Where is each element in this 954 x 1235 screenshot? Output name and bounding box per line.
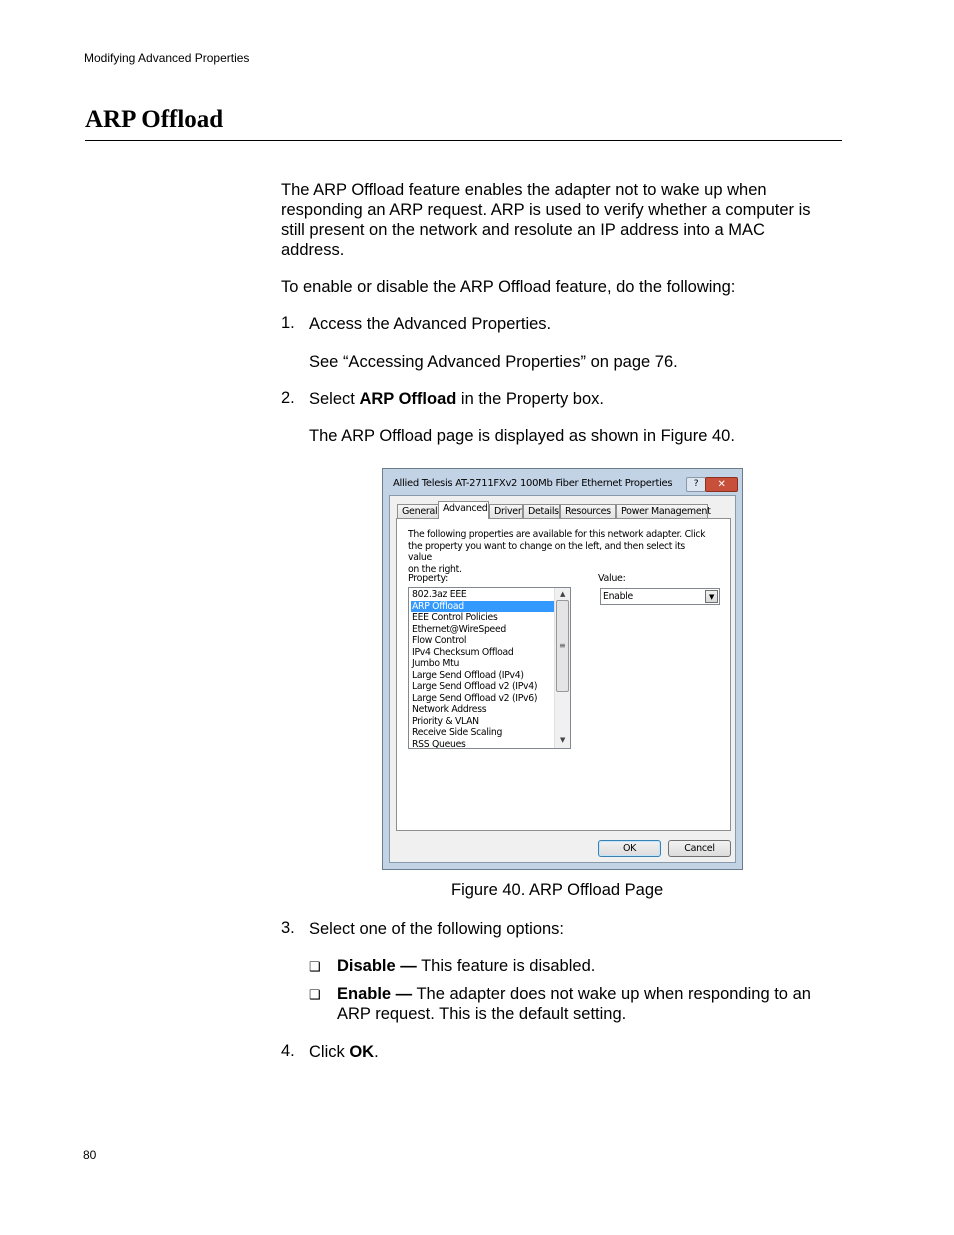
panel-description: [408, 529, 708, 575]
lead-in: To enable or disable the ARP Offload feature, do the following:: [281, 278, 736, 296]
intro-paragraph: [281, 180, 811, 260]
description-line: the property you want to change on the left, and then select its value: [408, 540, 685, 563]
option-term: Enable —: [337, 985, 413, 1003]
value-dropdown[interactable]: [600, 588, 720, 605]
step-number: 1.: [281, 314, 295, 332]
property-item[interactable]: EEE Control Policies: [412, 612, 498, 623]
step-text: Select: [309, 390, 360, 408]
cancel-button[interactable]: Cancel: [668, 840, 731, 857]
option-text: The adapter does not wake up when responding to an: [412, 985, 811, 1003]
step-number: 4.: [281, 1042, 295, 1060]
option-enable: [337, 984, 811, 1024]
close-button[interactable]: ✕: [705, 477, 738, 492]
property-item[interactable]: 802.3az EEE: [412, 589, 467, 600]
help-button[interactable]: ?: [686, 477, 706, 492]
tab-resources[interactable]: Resources: [560, 504, 616, 518]
step-2-note: The ARP Offload page is displayed as shown in Figure 40.: [309, 427, 735, 445]
page-number: 80: [83, 1148, 97, 1162]
step-number: 3.: [281, 919, 295, 937]
step-emphasis: ARP Offload: [359, 390, 457, 408]
scroll-thumb[interactable]: [556, 600, 569, 692]
value-label: Value:: [598, 573, 626, 584]
property-item[interactable]: Large Send Offload v2 (IPv6): [412, 692, 538, 704]
intro-line: responding an ARP request. ARP is used to verify whether a computer is: [281, 201, 811, 219]
properties-dialog: [382, 468, 743, 870]
property-item[interactable]: Network Address: [412, 704, 487, 715]
tab-general[interactable]: General: [397, 504, 439, 518]
property-listbox[interactable]: [408, 587, 571, 749]
dialog-client-area: [389, 495, 736, 863]
option-term: Disable —: [337, 957, 417, 975]
intro-line: still present on the network and resolute an IP address into a MAC: [281, 221, 765, 239]
scroll-down-icon[interactable]: ▼: [559, 736, 566, 744]
step-4-text: [309, 1042, 379, 1062]
intro-line: address.: [281, 241, 345, 259]
property-item[interactable]: RSS Queues: [412, 738, 466, 749]
tab-details[interactable]: Details: [523, 504, 560, 518]
step-emphasis: OK: [349, 1043, 375, 1061]
step-number: 2.: [281, 389, 295, 407]
tab-driver[interactable]: Driver: [489, 504, 523, 518]
property-label: Property:: [408, 573, 449, 584]
running-head: Modifying Advanced Properties: [84, 51, 250, 65]
option-line: [337, 984, 811, 1004]
property-item[interactable]: Priority & VLAN: [412, 715, 479, 727]
option-disable: [337, 956, 595, 976]
property-item[interactable]: Large Send Offload v2 (IPv4): [412, 681, 538, 692]
property-item[interactable]: Ethernet@WireSpeed: [412, 623, 506, 635]
property-item[interactable]: Flow Control: [412, 635, 467, 646]
advanced-panel: [396, 518, 731, 831]
value-selected: Enable: [603, 591, 633, 602]
step-3-text: Select one of the following options:: [309, 920, 565, 938]
scroll-up-icon[interactable]: ▲: [559, 590, 566, 598]
step-1-note: See “Accessing Advanced Properties” on page 76.: [309, 353, 678, 371]
chevron-down-icon[interactable]: ▼: [705, 590, 718, 603]
figure-caption: Figure 40. ARP Offload Page: [451, 881, 664, 899]
step-2-text: [309, 389, 604, 409]
description-line: The following properties are available for this network adapter. Click: [408, 529, 706, 540]
tab-power-management[interactable]: Power Management: [616, 504, 708, 518]
dialog-title: Allied Telesis AT-2711FXv2 100Mb Fiber Ethernet Properties: [393, 478, 673, 489]
option-line: ARP request. This is the default setting.: [337, 1005, 627, 1023]
step-text: Click: [309, 1043, 350, 1061]
title-rule: [85, 140, 842, 141]
step-text: .: [374, 1043, 379, 1061]
checkbox-bullet-icon: ❑: [309, 987, 321, 1002]
property-item[interactable]: IPv4 Checksum Offload: [412, 646, 514, 658]
property-item[interactable]: Jumbo Mtu: [412, 658, 460, 669]
tab-advanced[interactable]: Advanced: [438, 501, 489, 519]
intro-line: The ARP Offload feature enables the adapter not to wake up when: [281, 181, 767, 199]
property-item-selected[interactable]: ARP Offload: [411, 601, 555, 612]
property-item[interactable]: Receive Side Scaling: [412, 727, 503, 738]
description-line: on the right.: [408, 563, 462, 575]
grip-icon: ≡: [559, 641, 566, 650]
checkbox-bullet-icon: ❑: [309, 959, 321, 974]
list-scrollbar[interactable]: [554, 588, 570, 748]
property-item[interactable]: Large Send Offload (IPv4): [412, 669, 524, 681]
ok-button[interactable]: OK: [598, 840, 661, 857]
page-title: ARP Offload: [85, 106, 224, 133]
step-text: in the Property box.: [456, 390, 604, 408]
step-1-text: Access the Advanced Properties.: [309, 315, 552, 333]
option-text: This feature is disabled.: [416, 957, 596, 975]
